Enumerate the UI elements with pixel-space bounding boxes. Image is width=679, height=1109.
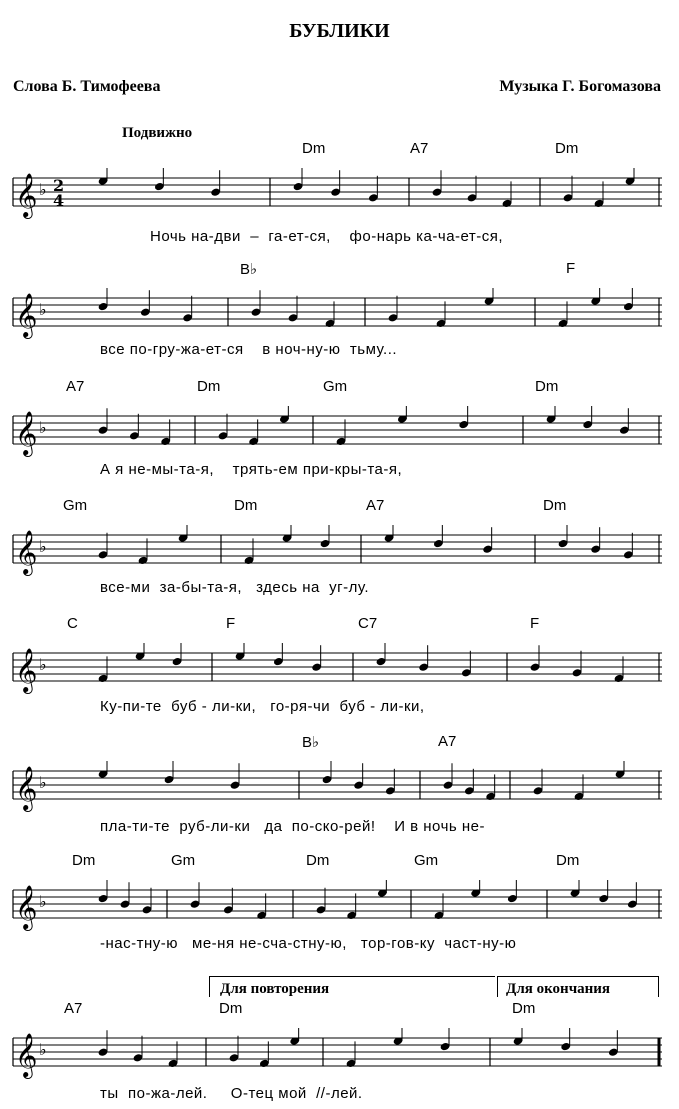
chord-symbol: A7 bbox=[66, 378, 85, 395]
treble-clef-icon: 𝄞 bbox=[15, 648, 38, 692]
key-signature-flat-icon: ♭ bbox=[39, 418, 47, 437]
chord-symbol: Dm bbox=[197, 378, 221, 395]
key-signature-flat-icon: ♭ bbox=[39, 1040, 47, 1059]
chord-symbol: C7 bbox=[358, 615, 378, 632]
treble-clef-icon: 𝄞 bbox=[15, 173, 38, 217]
chord-symbol: B♭ bbox=[240, 261, 258, 278]
chord-symbol: Dm bbox=[234, 497, 258, 514]
lyrics-line: Ку-пи-те буб - ли-ки, го-ря-чи буб - ли-ки, bbox=[100, 698, 425, 715]
music-staff bbox=[0, 525, 679, 585]
lyrics-line: А я не-мы-та-я, трять-ем при-кры-та-я, bbox=[100, 461, 403, 478]
lyricist-credit: Слова Б. Тимофеева bbox=[13, 78, 161, 95]
music-staff bbox=[0, 761, 679, 821]
chord-symbol: B♭ bbox=[302, 734, 320, 751]
chord-symbol: F bbox=[226, 615, 236, 632]
treble-clef-icon: 𝄞 bbox=[15, 1033, 38, 1077]
music-staff bbox=[0, 288, 679, 348]
key-signature-flat-icon: ♭ bbox=[39, 773, 47, 792]
chord-symbol: Dm bbox=[535, 378, 559, 395]
chord-symbol: Gm bbox=[414, 852, 439, 869]
chord-symbol: Dm bbox=[219, 1000, 243, 1017]
lyrics-line: ты по-жа-лей. О-тец мой //-лей. bbox=[100, 1085, 363, 1102]
chord-symbol: C bbox=[67, 615, 78, 632]
chord-symbol: A7 bbox=[410, 140, 429, 157]
chord-symbol: A7 bbox=[64, 1000, 83, 1017]
chord-symbol: F bbox=[566, 260, 576, 277]
chord-symbol: Dm bbox=[543, 497, 567, 514]
time-signature-top: 2 bbox=[53, 176, 65, 195]
music-staff bbox=[0, 406, 679, 466]
lyrics-line: пла-ти-те руб-ли-ки да по-ско-рей! И в ночь не- bbox=[100, 818, 485, 835]
treble-clef-icon: 𝄞 bbox=[15, 530, 38, 574]
lyrics-line: все-ми за-бы-та-я, здесь на уг-лу. bbox=[100, 579, 370, 596]
tempo-marking: Подвижно bbox=[122, 125, 193, 141]
time-signature-bottom: 4 bbox=[53, 191, 65, 210]
second-ending-label: Для окончания bbox=[506, 981, 611, 997]
chord-symbol: Gm bbox=[171, 852, 196, 869]
composer-credit: Музыка Г. Богомазова bbox=[499, 78, 661, 95]
music-staff bbox=[0, 1028, 679, 1088]
chord-symbol: Dm bbox=[555, 140, 579, 157]
music-staff bbox=[0, 880, 679, 940]
lyrics-line: -нас-тну-ю ме-ня не-сча-стну-ю, тор-гов-ку част-ну-ю bbox=[100, 935, 517, 952]
chord-symbol: F bbox=[530, 615, 540, 632]
lyrics-line: Ночь на-дви – га-ет-ся, фо-нарь ка-ча-ет-ся, bbox=[150, 228, 504, 245]
key-signature-flat-icon: ♭ bbox=[39, 180, 47, 199]
key-signature-flat-icon: ♭ bbox=[39, 537, 47, 556]
treble-clef-icon: 𝄞 bbox=[15, 293, 38, 337]
chord-symbol: Dm bbox=[72, 852, 96, 869]
key-signature-flat-icon: ♭ bbox=[39, 892, 47, 911]
first-ending-label: Для повторения bbox=[220, 981, 330, 997]
treble-clef-icon: 𝄞 bbox=[15, 766, 38, 810]
song-title: БУБЛИКИ bbox=[289, 20, 390, 42]
lyrics-line: все по-гру-жа-ет-ся в ноч-ну-ю тьму... bbox=[100, 341, 398, 358]
music-staff bbox=[0, 643, 679, 703]
chord-symbol: Gm bbox=[63, 497, 88, 514]
chord-symbol: A7 bbox=[438, 733, 457, 750]
music-staff bbox=[0, 168, 679, 228]
chord-symbol: Dm bbox=[556, 852, 580, 869]
treble-clef-icon: 𝄞 bbox=[15, 885, 38, 929]
chord-symbol: Gm bbox=[323, 378, 348, 395]
treble-clef-icon: 𝄞 bbox=[15, 411, 38, 455]
key-signature-flat-icon: ♭ bbox=[39, 300, 47, 319]
key-signature-flat-icon: ♭ bbox=[39, 655, 47, 674]
chord-symbol: Dm bbox=[302, 140, 326, 157]
chord-symbol: Dm bbox=[306, 852, 330, 869]
chord-symbol: A7 bbox=[366, 497, 385, 514]
chord-symbol: Dm bbox=[512, 1000, 536, 1017]
